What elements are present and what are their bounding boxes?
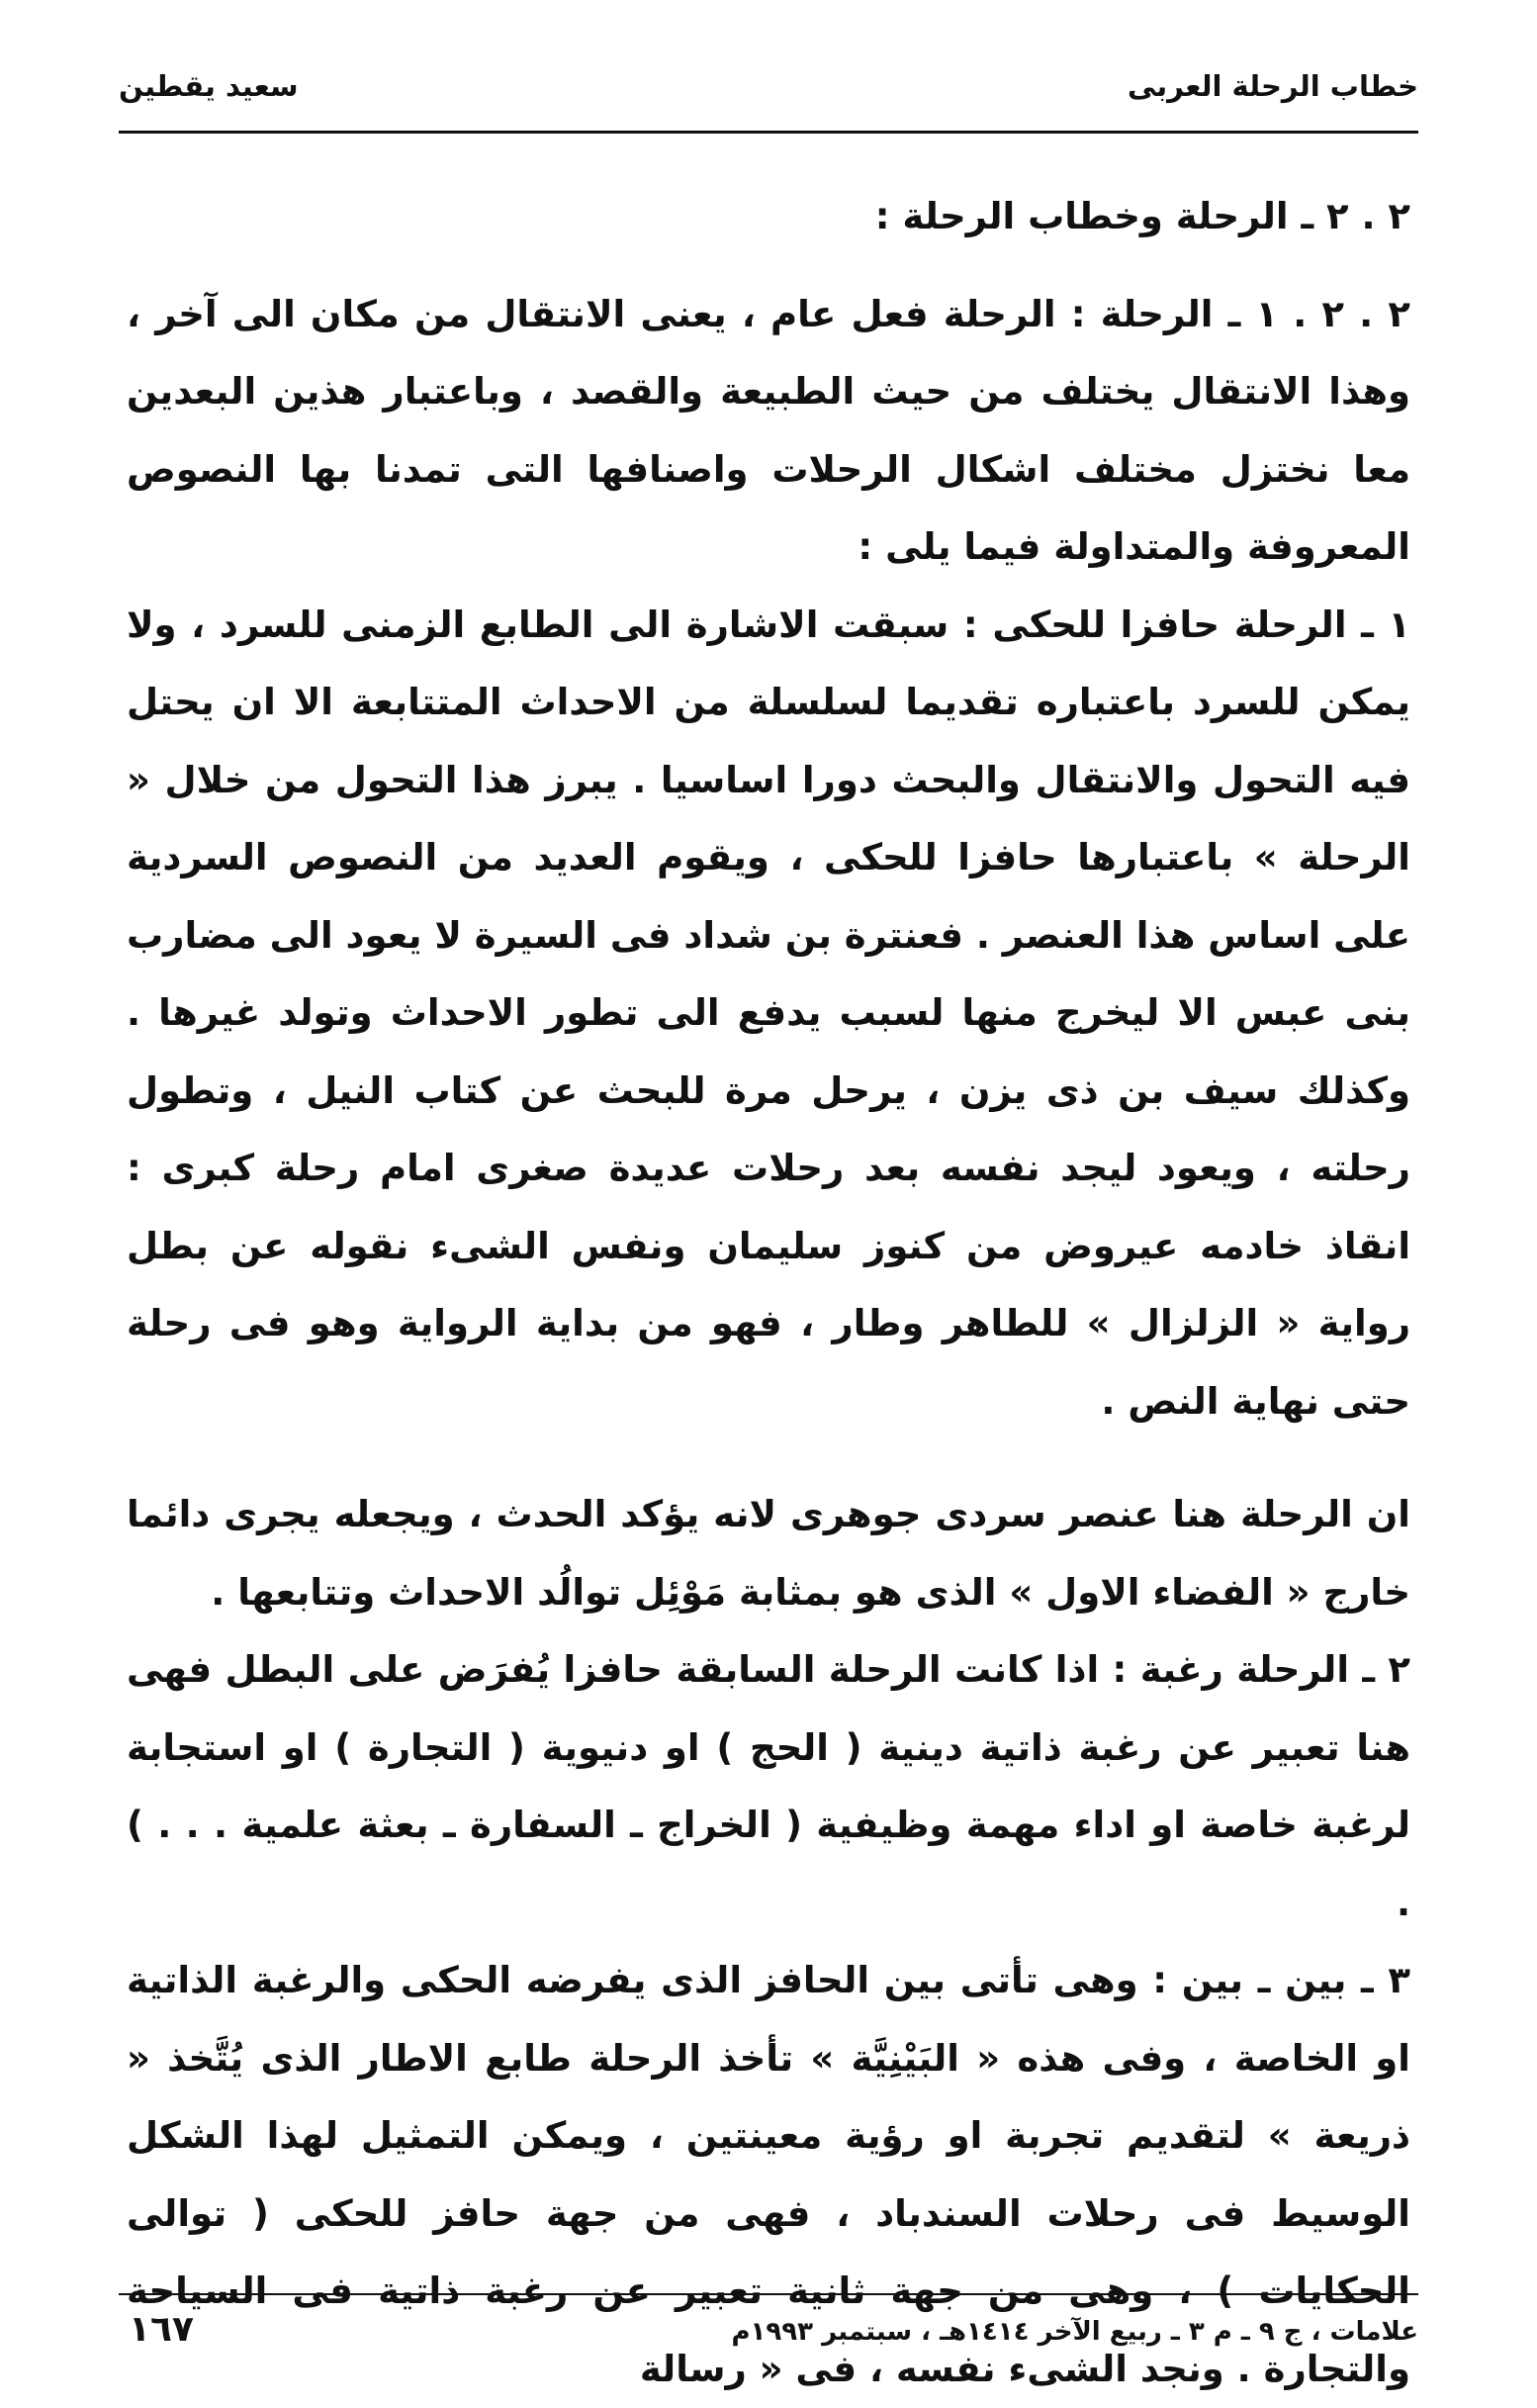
running-title: خطاب الرحلة العربى <box>1127 69 1418 103</box>
article-body <box>127 178 1410 2408</box>
running-footer <box>119 2303 1418 2362</box>
paragraph: ان الرحلة هنا عنصر سردى جوهرى لانه يؤكد الحدث ، ويجعله يجرى دائما خارج « الفضاء الاول » الذى هو بمثابة مَوْئِل توالُد الاحداث وتتابعها . <box>127 1493 1410 1614</box>
paragraph: ١ ـ الرحلة حافزا للحكى : سبقت الاشارة الى الطابع الزمنى للسرد ، ولا يمكن للسرد باعتباره تقديما لسلسلة من الاحداث المتتابعة الا ان يحتل فيه التحول والانتقال والبحث دورا اساسيا . يبرز هذا التحول من خلال « الرحلة » باعتبارها حافزا للحكى ، ويقوم العديد من النصوص السردية على اساس هذا العنصر . فعنترة بن شداد فى السيرة لا يعود الى مضارب بنى عبس الا ليخرج منها لسبب يدفع الى تطور الاحداث وتولد غيرها . وكذلك سيف بن ذى يزن ، يرحل مرة للبحث عن كتاب النيل ، وتطول رحلته ، ويعود ليجد نفسه بعد رحلات عديدة صغرى امام رحلة كبرى : انقاذ خادمه عيروض من كنوز سليمان ونفس الشىء نقوله عن بطل رواية « الزلزال » للطاهر وطار ، فهو من بداية الرواية وهو فى رحلة حتى نهاية النص . <box>127 602 1410 1423</box>
paragraph: ٣ ـ بين ـ بين : وهى تأتى بين الحافز الذى يفرضه الحكى والرغبة الذاتية او الخاصة ، وفى هذه « البَيْنِيَّة » تأخذ الرحلة طابع الاطار الذى يُتَّخذ « ذريعة » لتقديم تجربة او رؤية معينتين ، ويمكن التمثيل لهذا الشكل الوسيط فى رحلات السندباد ، فهى من جهة حافز للحكى ( توالى الحكايات ) ، وهى من جهة ثانية تعبير عن رغبة ذاتية فى السياحة والتجارة . ونجد الشىء نفسه ، فى « رسالة <box>127 1959 1410 2390</box>
paragraph: ٢ ـ الرحلة رغبة : اذا كانت الرحلة السابقة حافزا يُفرَض على البطل فهى هنا تعبير عن رغبة ذاتية دينية ( الحج ) او دنيوية ( التجارة ) او استجابة لرغبة خاصة او اداء مهمة وظيفية ( الخراج ـ السفارة ـ بعثة علمية . . . ) . <box>127 1648 1410 1924</box>
page-number: ١٦٧ <box>129 2309 194 2350</box>
journal-citation: علامات ، ج ٩ ـ م ٣ ـ ربيع الآخر ١٤١٤هـ ، سبتمبر ١٩٩٣م <box>731 2317 1418 2347</box>
header-rule <box>119 131 1418 134</box>
section-heading: ٢ . ٢ ـ الرحلة وخطاب الرحلة : <box>874 195 1410 237</box>
paragraph: ٢ . ٢ . ١ ـ الرحلة : الرحلة فعل عام ، يعنى الانتقال من مكان الى آخر ، وهذا الانتقال يختلف من حيث الطبيعة والقصد ، وباعتبار هذين البعدين معا نختزل مختلف اشكال الرحلات واصنافها التى تمدنا بها النصوص المعروفة والمتداولة فيما يلى : <box>127 292 1410 568</box>
footer-rule <box>119 2293 1418 2295</box>
running-author: سعيد يقطين <box>119 69 299 103</box>
running-header <box>119 61 1418 121</box>
